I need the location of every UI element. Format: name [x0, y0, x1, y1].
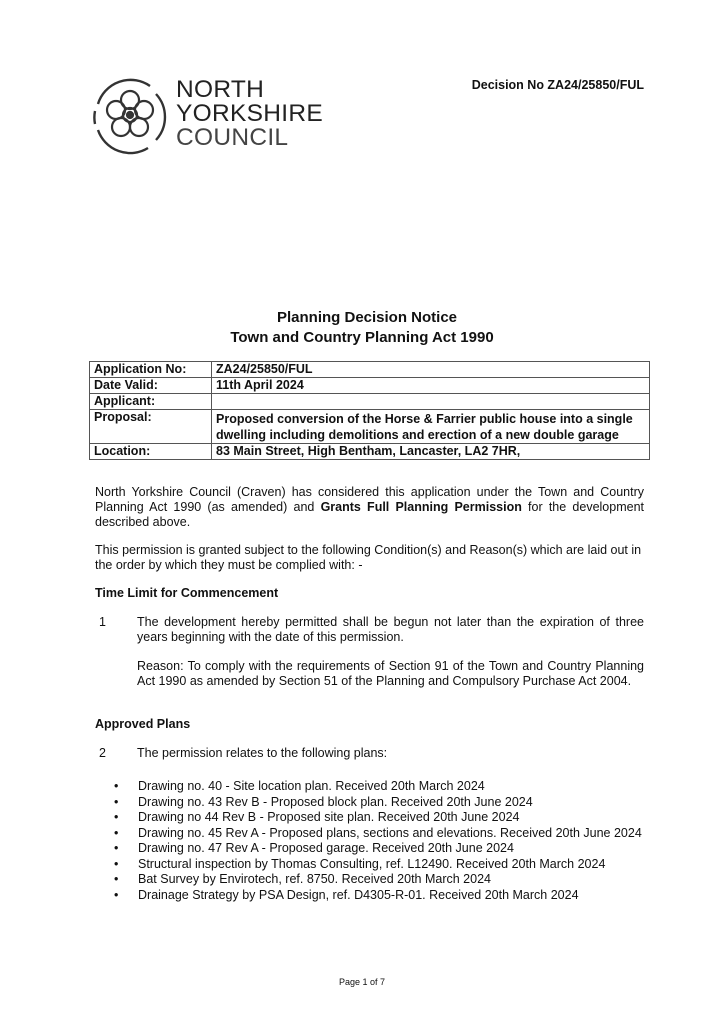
list-item: • Drawing no 44 Rev B - Proposed site plan. Received 20th June 2024	[114, 810, 644, 826]
list-item: • Drawing no. 45 Rev A - Proposed plans, sections and elevations. Received 20th June 2024	[114, 826, 644, 842]
list-item: • Structural inspection by Thomas Consulting, ref. L12490. Received 20th March 2024	[114, 857, 644, 873]
grant-text: Grants Full Planning Permission	[320, 500, 522, 514]
title-line-2: Town and Country Planning Act 1990	[230, 329, 494, 346]
council-logo	[90, 74, 350, 160]
row-label: Date Valid:	[90, 378, 212, 394]
condition-text: The permission relates to the following plans:	[137, 746, 388, 760]
intro-text-end: for the development described above.	[95, 500, 644, 529]
section-heading: Time Limit for Commencement	[95, 586, 279, 600]
application-details-table	[89, 361, 650, 460]
row-label: Location:	[90, 444, 212, 460]
table-row	[90, 378, 650, 394]
rose-emblem-icon	[90, 74, 170, 160]
decision-number: Decision No ZA24/25850/FUL	[471, 78, 644, 92]
table-row	[90, 444, 650, 460]
table-row	[90, 362, 650, 378]
title-line-1: Planning Decision Notice	[276, 309, 458, 326]
row-value: Proposed conversion of the Horse & Farrier public house into a single dwelling including demolitions and erection of a new double garage	[212, 410, 650, 444]
list-item: • Drawing no. 40 - Site location plan. Received 20th March 2024	[114, 779, 644, 795]
condition-number: 2	[99, 746, 106, 760]
logo-text-north: NORTH	[176, 76, 265, 103]
logo-text-council: COUNCIL	[176, 124, 289, 151]
intro-text: North Yorkshire Council (Craven) has considered this application under the Town and Country Planning Act 1990 (as amended) and	[95, 485, 644, 514]
row-value: 11th April 2024	[212, 378, 650, 394]
list-item: • Drainage Strategy by PSA Design, ref. D4305-R-01. Received 20th March 2024	[114, 888, 644, 904]
row-label: Proposal:	[90, 410, 212, 444]
section-heading: Approved Plans	[95, 717, 191, 731]
intro-paragraph	[95, 485, 644, 530]
conditions-intro: This permission is granted subject to the following Condition(s) and Reason(s) which are laid out in the order by which they must be complied with: -	[95, 543, 642, 572]
condition-text: The development hereby permitted shall be begun not later than the expiration of three years beginning with the date of this permission.	[137, 615, 644, 644]
condition-number: 1	[99, 615, 106, 629]
row-label: Application No:	[90, 362, 212, 378]
row-value: ZA24/25850/FUL	[212, 362, 650, 378]
list-item: • Bat Survey by Envirotech, ref. 8750. Received 20th March 2024	[114, 872, 644, 888]
list-item: • Drawing no. 47 Rev A - Proposed garage. Received 20th June 2024	[114, 841, 644, 857]
list-item: • Drawing no. 43 Rev B - Proposed block plan. Received 20th June 2024	[114, 795, 644, 811]
logo-text-yorkshire: YORKSHIRE	[176, 100, 324, 127]
plans-list	[114, 779, 644, 903]
notice-title	[0, 308, 724, 348]
row-value: 83 Main Street, High Bentham, Lancaster, LA2 7HR,	[212, 444, 650, 460]
table-row	[90, 410, 650, 444]
page-number: Page 1 of 7	[338, 977, 386, 987]
row-value	[212, 394, 650, 410]
condition-reason: Reason: To comply with the requirements of Section 91 of the Town and Country Planning Act 1990 as amended by Section 51 of the Planning and Compulsory Purchase Act 2004.	[137, 659, 644, 688]
row-label: Applicant:	[90, 394, 212, 410]
table-row	[90, 394, 650, 410]
